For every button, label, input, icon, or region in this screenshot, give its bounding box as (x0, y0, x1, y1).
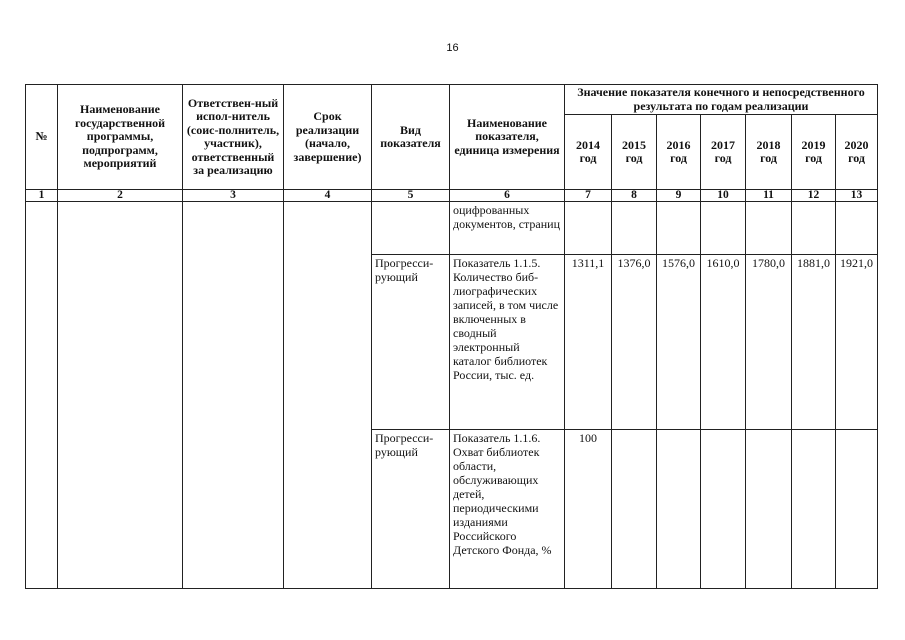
number-cell (26, 202, 58, 589)
column-number: 10 (701, 190, 746, 202)
value-cell: 1610,0 (701, 255, 746, 430)
term-cell (284, 202, 372, 589)
indicator-name-cell: оцифрованных документов, страниц (450, 202, 565, 255)
page-number: 16 (446, 42, 459, 54)
header-year: 2015 год (612, 115, 657, 190)
value-cell (657, 202, 701, 255)
table-row (26, 202, 878, 255)
value-cell: 1311,1 (565, 255, 612, 430)
value-cell (746, 430, 792, 589)
header-term: Срок реализации (начало, завершение) (284, 85, 372, 190)
indicator-name-cell: Показатель 1.1.5. Количество биб-лиографических записей, в том числе включенных в сводный электронный каталог библиотек России, тыс. ед. (450, 255, 565, 430)
indicator-kind-cell: Прогресси-рующий (372, 255, 450, 430)
header-program-name: Наименование государственной программы, подпрограмм, мероприятий (58, 85, 183, 190)
header-year: 2016 год (657, 115, 701, 190)
header-indicator-kind: Вид показателя (372, 85, 450, 190)
value-cell: 1376,0 (612, 255, 657, 430)
value-cell: 1881,0 (792, 255, 836, 430)
value-cell (612, 202, 657, 255)
value-cell (792, 430, 836, 589)
header-year: 2014 год (565, 115, 612, 190)
column-number: 8 (612, 190, 657, 202)
value-cell (746, 202, 792, 255)
value-cell (612, 430, 657, 589)
column-number: 9 (657, 190, 701, 202)
value-cell: 100 (565, 430, 612, 589)
header-executor: Ответствен-ный испол-нитель (соис-полнитель, участник), ответственный за реализацию (183, 85, 284, 190)
column-number: 5 (372, 190, 450, 202)
header-year: 2018 год (746, 115, 792, 190)
header-values-group: Значение показателя конечного и непосредственного результата по годам реализации (565, 85, 878, 115)
column-number: 3 (183, 190, 284, 202)
value-cell (701, 202, 746, 255)
column-number: 7 (565, 190, 612, 202)
value-cell: 1780,0 (746, 255, 792, 430)
value-cell (657, 430, 701, 589)
header-year: 2020 год (836, 115, 878, 190)
column-number: 2 (58, 190, 183, 202)
value-cell: 1921,0 (836, 255, 878, 430)
column-number: 11 (746, 190, 792, 202)
header-year: 2019 год (792, 115, 836, 190)
column-number: 6 (450, 190, 565, 202)
value-cell: 1576,0 (657, 255, 701, 430)
column-number: 1 (26, 190, 58, 202)
header-number: № (26, 85, 58, 190)
value-cell (836, 202, 878, 255)
executor-cell (183, 202, 284, 589)
value-cell (565, 202, 612, 255)
header-indicator-name: Наименование показателя, единица измерения (450, 85, 565, 190)
header-year: 2017 год (701, 115, 746, 190)
column-number: 12 (792, 190, 836, 202)
value-cell (701, 430, 746, 589)
column-number: 4 (284, 190, 372, 202)
value-cell (836, 430, 878, 589)
indicator-kind-cell: Прогресси-рующий (372, 430, 450, 589)
value-cell (792, 202, 836, 255)
column-number: 13 (836, 190, 878, 202)
indicator-kind-cell (372, 202, 450, 255)
indicator-name-cell: Показатель 1.1.6. Охват библиотек области, обслуживающих детей, периодическими изданиями Российского Детского Фонда, % (450, 430, 565, 589)
results-table (25, 84, 878, 589)
program-cell (58, 202, 183, 589)
